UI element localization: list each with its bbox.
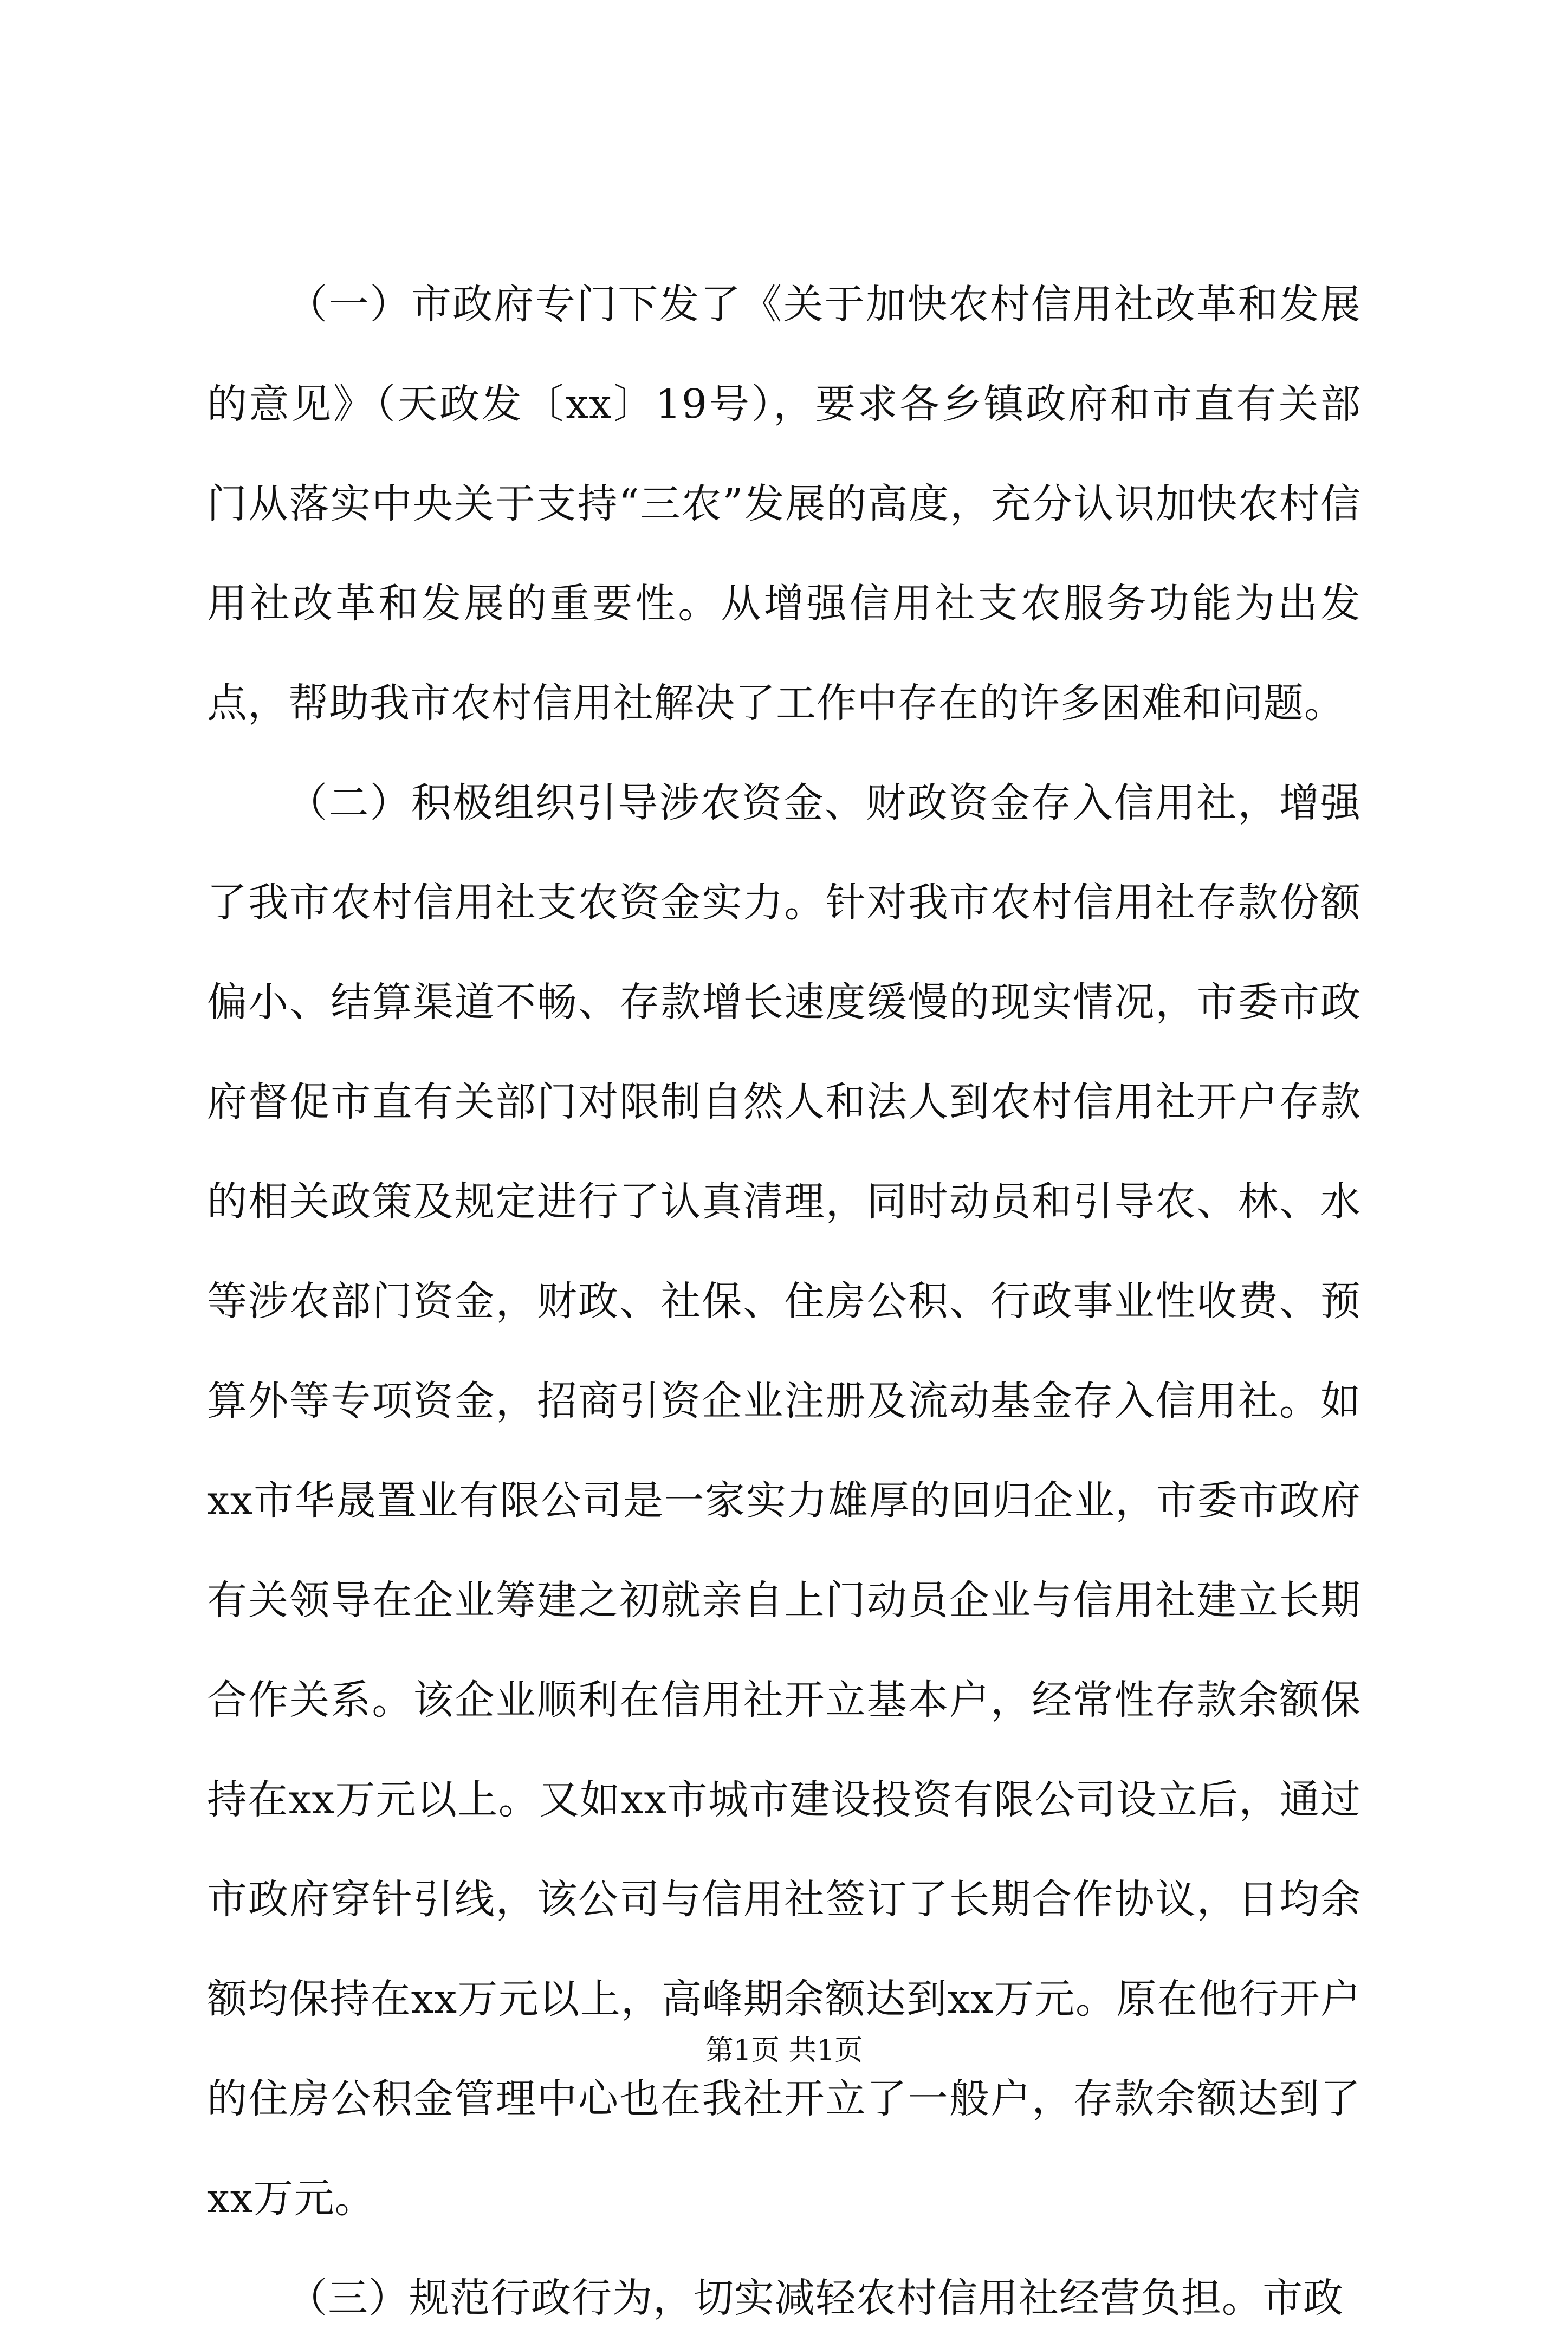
paragraph-2: （二）积极组织引导涉农资金、财政资金存入信用社，增强了我市农村信用社支农资金实力。针对我市农村信用社存款份额偏小、结算渠道不畅、存款增长速度缓慢的现实情况，市委市政府督促市直有关部门对限制自然人和法人到农村信用社开户存款的相关政策及规定进行了认真清理，同时动员和引导农、林、水等涉农部门资金，财政、社保、住房公积、行政事业性收费、预算外等专项资金，招商引资企业注册及流动基金存入信用社。如xx市华晟置业有限公司是一家实力雄厚的回归企业，市委市政府有关领导在企业筹建之初就亲自上门动员企业与信用社建立长期合作关系。该企业顺利在信用社开立基本户，经常性存款余额保持在xx万元以上。又如xx市城市建设投资有限公司设立后，通过市政府穿针引线，该公司与信用社签订了长期合作协议，日均余额均保持在xx万元以上，高峰期余额达到xx万元。原在他行开户的住房公积金管理中心也在我社开立了一般户，存款余额达到了xx万元。 <box>207 780 1361 2222</box>
paragraph-3: （三）规范行政行为，切实减轻农村信用社经营负担。市政 <box>287 2275 1344 2321</box>
page-footer: 第1页 共1页 <box>705 2034 863 2067</box>
paragraph-1: （一）市政府专门下发了《关于加快农村信用社改革和发展的意见》（天政发〔xx〕19号），要求各乡镇政府和市直有关部门从落实中央关于支持“三农”发展的高度，充分认识加快农村信用社改革和发展的重要性。从增强信用社支农服务功能为出发点，帮助我市农村信用社解决了工作中存在的许多困难和问题。 <box>207 281 1361 727</box>
